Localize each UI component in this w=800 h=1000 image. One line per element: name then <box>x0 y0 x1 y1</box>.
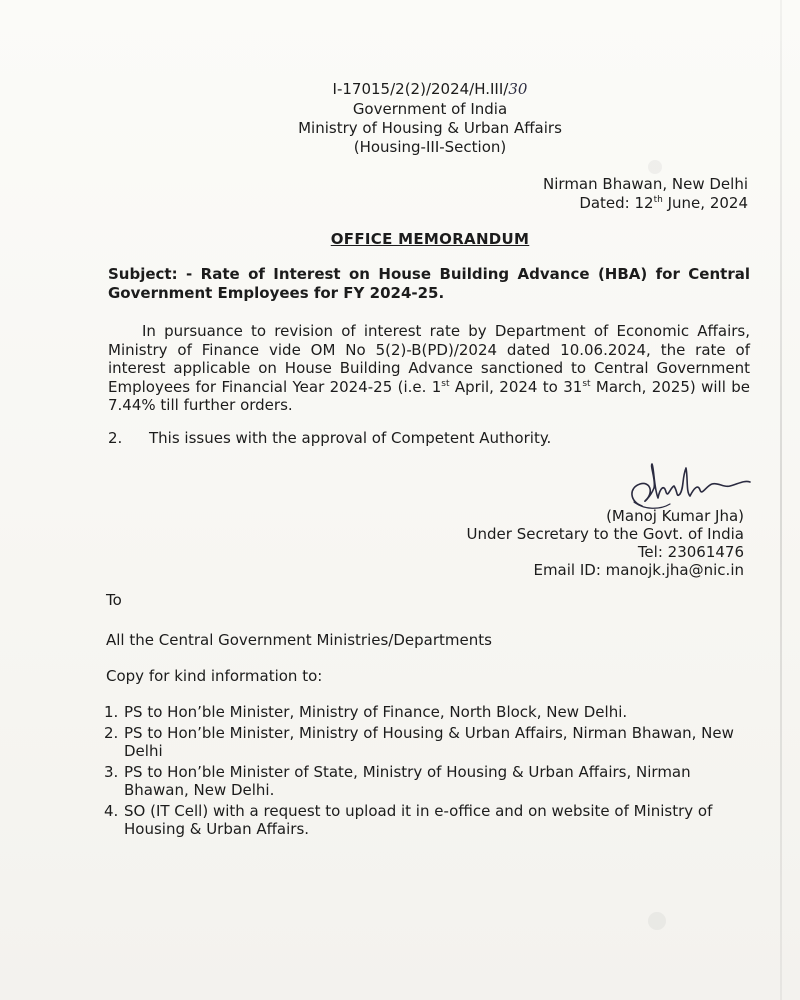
signatory-name: (Manoj Kumar Jha) <box>606 507 744 525</box>
list-item-number: 3. <box>104 763 119 781</box>
list-item-text: SO (IT Cell) with a request to upload it in e-office and on website of Ministry of Housing & Urban Affairs. <box>124 802 713 838</box>
list-item-text: PS to Hon’ble Minister of State, Ministry of Housing & Urban Affairs, Nirman Bhawan, New Delhi. <box>124 763 691 799</box>
copy-to-label: Copy for kind information to: <box>106 667 323 685</box>
paragraph-1: In pursuance to revision of interest rate by Department of Economic Affairs, Ministry of Finance vide OM No 5(2)-B(PD)/2024 dated 10.06.2024, the rate of interest applicable on House Building Advance sanctioned to Central Government Employees for Financial Year 2024-25 (i.e. 1st April, 2024 to 31st March, 2025) will be 7.44% till further orders. <box>108 322 750 414</box>
date: Dated: 12th June, 2024 <box>579 194 748 212</box>
recipients: All the Central Government Ministries/Departments <box>106 631 492 649</box>
signatory-tel: Tel: 23061476 <box>637 543 744 561</box>
paragraph-2-text: This issues with the approval of Competent Authority. <box>149 429 552 447</box>
list-item <box>104 724 752 760</box>
file-number-handwritten: 30 <box>508 80 528 98</box>
place: Nirman Bhawan, New Delhi <box>543 175 748 193</box>
paper-mark <box>648 912 666 930</box>
list-item <box>104 802 752 838</box>
section-name: (Housing-III-Section) <box>353 138 507 156</box>
list-item <box>104 703 752 721</box>
signatory-designation: Under Secretary to the Govt. of India <box>466 525 744 543</box>
government-name: Government of India <box>352 100 508 118</box>
paper-mark <box>648 160 662 174</box>
file-number: I-17015/2(2)/2024/H.III/30 <box>332 80 528 98</box>
to-label: To <box>106 591 122 609</box>
memo-title: OFFICE MEMORANDUM <box>330 230 530 248</box>
subject: Subject: - Rate of Interest on House Building Advance (HBA) for Central Government Employees for FY 2024-25. <box>108 265 750 302</box>
ministry-name: Ministry of Housing & Urban Affairs <box>298 119 562 137</box>
paragraph-2-number: 2. <box>108 429 123 447</box>
list-item-number: 1. <box>104 703 119 721</box>
list-item <box>104 763 752 799</box>
list-item-text: PS to Hon’ble Minister, Ministry of Finance, North Block, New Delhi. <box>124 703 628 721</box>
signatory-email: Email ID: manojk.jha@nic.in <box>533 561 744 579</box>
list-item-number: 4. <box>104 802 119 820</box>
copy-to-list <box>104 703 752 841</box>
list-item-text: PS to Hon’ble Minister, Ministry of Housing & Urban Affairs, Nirman Bhawan, New Delhi <box>124 724 734 760</box>
list-item-number: 2. <box>104 724 119 742</box>
